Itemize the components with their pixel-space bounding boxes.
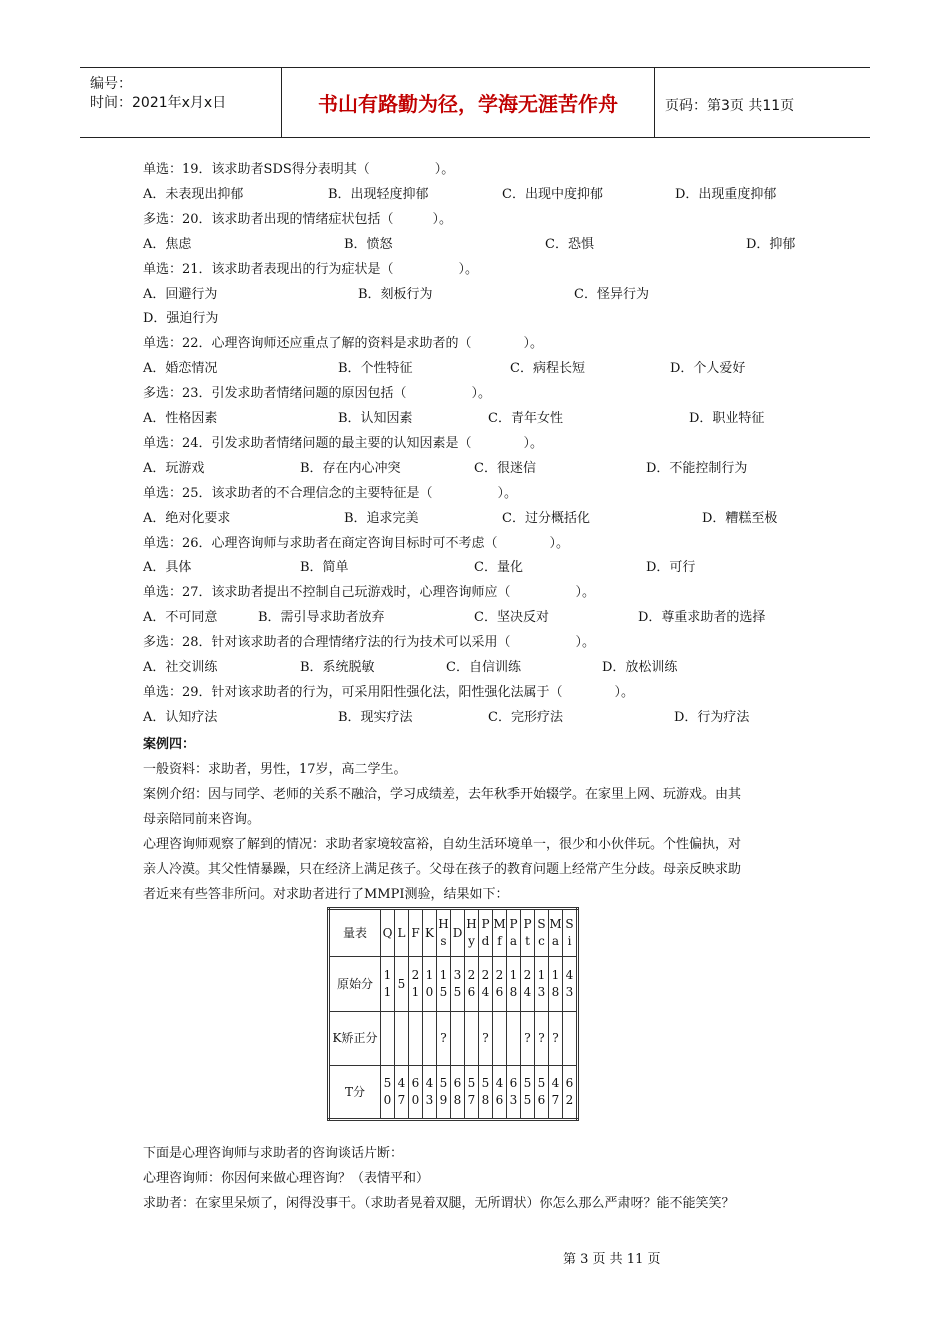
table-cell: 4 6 xyxy=(493,1066,507,1120)
table-cell: ? xyxy=(535,1012,549,1066)
dialogue-line: 求助者：在家里呆烦了，闲得没事干。（求助者晃着双腿，无所谓状）你怎么那么严肃呀？能不能笑笑？ xyxy=(143,1196,735,1211)
table-cell: 5 7 xyxy=(465,1066,479,1120)
table-cell xyxy=(451,1012,465,1066)
question-stem: 单选：22．心理咨询师还应重点了解的资料是求助者的（ ）。 xyxy=(143,336,544,352)
dialogue-intro: 下面是心理咨询师与求助者的咨询谈话片断： xyxy=(143,1146,404,1161)
option: B．认知因素 xyxy=(338,411,413,426)
table-cell: F xyxy=(409,909,423,957)
table-cell: 1 1 xyxy=(381,957,395,1012)
table-cell: H s xyxy=(437,909,451,957)
table-cell xyxy=(423,1012,437,1066)
mmpi-table xyxy=(327,907,579,1121)
table-cell: P d xyxy=(479,909,493,957)
question-stem: 单选：25．该求助者的不合理信念的主要特征是（ ）。 xyxy=(143,485,518,501)
table-cell: M a xyxy=(549,909,563,957)
table-cell: L xyxy=(395,909,409,957)
table-cell: 2 6 xyxy=(465,957,479,1012)
option: C．量化 xyxy=(474,560,523,576)
table-cell: 5 xyxy=(395,957,409,1012)
option: A．社交训练 xyxy=(143,660,218,675)
table-cell: P t xyxy=(521,909,535,957)
table-cell xyxy=(465,1012,479,1066)
table-cell xyxy=(563,1012,578,1066)
header-motto: 书山有路勤为径，学海无涯苦作舟 xyxy=(282,68,655,137)
case-observation-line: 亲人冷漠。其父性情暴躁，只在经济上满足孩子。父母在孩子的教育问题上经常产生分歧。母亲反映求助 xyxy=(143,862,742,877)
option: D．糟糕至极 xyxy=(702,510,778,526)
option: C．很迷信 xyxy=(474,460,536,476)
option: D．强迫行为 xyxy=(143,311,219,327)
option: A．性格因素 xyxy=(143,411,218,426)
option: D．抑郁 xyxy=(746,236,796,252)
option: A．回避行为 xyxy=(143,286,218,302)
table-cell: K xyxy=(423,909,437,957)
option: B．追求完美 xyxy=(344,510,419,526)
table-cell: 5 9 xyxy=(437,1066,451,1120)
table-cell xyxy=(507,1012,521,1066)
table-cell: 2 4 xyxy=(521,957,535,1012)
table-cell: M f xyxy=(493,909,507,957)
table-cell: H y xyxy=(465,909,479,957)
option: A．不可同意 xyxy=(143,610,218,626)
page-header xyxy=(80,67,870,138)
question-stem: 多选：28．针对该求助者的合理情绪疗法的行为技术可以采用（ ）。 xyxy=(143,635,596,651)
case-general: 一般资料：求助者，男性，17岁，高二学生。 xyxy=(143,762,407,777)
option: A．婚恋情况 xyxy=(143,361,218,377)
header-number: 编号： xyxy=(90,76,132,92)
option: D．可行 xyxy=(646,560,696,576)
table-cell xyxy=(381,1012,395,1066)
option: D．放松训练 xyxy=(602,660,678,675)
table-cell: 5 0 xyxy=(381,1066,395,1120)
table-row xyxy=(329,957,578,1012)
header-time: 时间：2021年x月x日 xyxy=(90,95,227,111)
table-cell: P a xyxy=(507,909,521,957)
table-cell: 1 8 xyxy=(549,957,563,1012)
option: D．行为疗法 xyxy=(674,709,750,725)
table-cell: 4 3 xyxy=(423,1066,437,1120)
case-title: 案例四： xyxy=(143,737,196,752)
table-cell xyxy=(409,1012,423,1066)
table-cell: 4 3 xyxy=(563,957,578,1012)
header-meta xyxy=(80,68,282,137)
table-cell: ? xyxy=(437,1012,451,1066)
table-cell: 6 0 xyxy=(409,1066,423,1120)
option: D．职业特征 xyxy=(689,411,765,426)
table-cell: ? xyxy=(479,1012,493,1066)
question-stem: 单选：27．该求助者提出不控制自己玩游戏时，心理咨询师应（ ）。 xyxy=(143,585,596,601)
option: B．现实疗法 xyxy=(338,709,413,725)
table-cell: 5 6 xyxy=(535,1066,549,1120)
question-stem: 多选：23．引发求助者情绪问题的原因包括（ ）。 xyxy=(143,386,492,402)
table-cell: ? xyxy=(549,1012,563,1066)
option: C．出现中度抑郁 xyxy=(502,186,603,202)
question-stem: 单选：24．引发求助者情绪问题的最主要的认知因素是（ ）。 xyxy=(143,435,544,451)
dialogue-line: 心理咨询师：你因何来做心理咨询？（表情平和） xyxy=(143,1171,430,1186)
option: A．未表现出抑郁 xyxy=(143,186,244,202)
table-cell: 5 8 xyxy=(479,1066,493,1120)
row-label: 量表 xyxy=(329,909,381,957)
table-cell: 3 5 xyxy=(451,957,465,1012)
option: B．愤怒 xyxy=(344,236,393,252)
table-cell: 4 7 xyxy=(395,1066,409,1120)
option: C．怪异行为 xyxy=(574,286,649,302)
option: B．简单 xyxy=(300,560,349,576)
table-cell: 2 6 xyxy=(493,957,507,1012)
option: B．存在内心冲突 xyxy=(300,460,401,476)
question-stem: 单选：19．该求助者SDS得分表明其（ ）。 xyxy=(143,162,455,177)
header-page: 页码：第3页 共11页 xyxy=(665,98,795,114)
question-stem: 多选：20．该求助者出现的情绪症状包括（ ）。 xyxy=(143,211,453,227)
table-cell: 1 0 xyxy=(423,957,437,1012)
option: C．恐惧 xyxy=(545,236,594,252)
table-cell xyxy=(493,1012,507,1066)
row-label: T分 xyxy=(329,1066,381,1120)
option: C．过分概括化 xyxy=(502,510,590,526)
case-observation-line: 心理咨询师观察了解到的情况：求助者家境较富裕，自幼生活环境单一，很少和小伙伴玩。个性偏执，对 xyxy=(143,837,742,852)
case-intro-line: 母亲陪同前来咨询。 xyxy=(143,812,261,827)
option: C．完形疗法 xyxy=(488,709,563,725)
option: C．青年女性 xyxy=(488,411,563,426)
table-cell: 1 5 xyxy=(437,957,451,1012)
table-cell: Q xyxy=(381,909,395,957)
option: A．绝对化要求 xyxy=(143,510,231,526)
table-row xyxy=(329,1066,578,1120)
table-cell xyxy=(395,1012,409,1066)
option: D．出现重度抑郁 xyxy=(675,186,777,202)
option: C．坚决反对 xyxy=(474,610,549,626)
option: B．出现轻度抑郁 xyxy=(328,186,429,202)
table-cell: 1 3 xyxy=(535,957,549,1012)
table-cell: D xyxy=(451,909,465,957)
table-cell: 1 8 xyxy=(507,957,521,1012)
option: B．个性特征 xyxy=(338,361,413,377)
table-cell: 6 8 xyxy=(451,1066,465,1120)
question-stem: 单选：29．针对该求助者的行为，可采用阳性强化法，阳性强化法属于（ ）。 xyxy=(143,684,635,700)
option: D．个人爱好 xyxy=(670,361,746,377)
table-cell: 2 1 xyxy=(409,957,423,1012)
option: C．病程长短 xyxy=(510,361,585,377)
row-label: 原始分 xyxy=(329,957,381,1012)
option: A．具体 xyxy=(143,560,192,576)
row-label: K矫正分 xyxy=(329,1012,381,1066)
option: D．不能控制行为 xyxy=(646,460,748,476)
option: B．需引导求助者放弃 xyxy=(258,610,385,626)
question-stem: 单选：26．心理咨询师与求助者在商定咨询目标时可不考虑（ ）。 xyxy=(143,535,570,551)
table-cell: 6 2 xyxy=(563,1066,578,1120)
table-cell: ? xyxy=(521,1012,535,1066)
table-cell: S i xyxy=(563,909,578,957)
table-row xyxy=(329,909,578,957)
table-row xyxy=(329,1012,578,1066)
table-cell: 4 7 xyxy=(549,1066,563,1120)
option: B．刻板行为 xyxy=(358,286,433,302)
page-footer: 第 3 页 共 11 页 xyxy=(563,1252,661,1267)
table-cell: S c xyxy=(535,909,549,957)
case-observation-line: 者近来有些答非所问。对求助者进行了MMPI测验，结果如下： xyxy=(143,887,509,902)
option: A．认知疗法 xyxy=(143,709,218,725)
option: A．焦虑 xyxy=(143,236,192,252)
case-intro-line: 案例介绍：因与同学、老师的关系不融洽，学习成绩差，去年秋季开始辍学。在家里上网、玩游戏。由其 xyxy=(143,787,742,802)
option: C．自信训练 xyxy=(446,660,521,675)
option: A．玩游戏 xyxy=(143,460,205,476)
option: D．尊重求助者的选择 xyxy=(638,610,766,626)
table-cell: 6 3 xyxy=(507,1066,521,1120)
option: B．系统脱敏 xyxy=(300,660,375,675)
table-cell: 2 4 xyxy=(479,957,493,1012)
table-cell: 5 5 xyxy=(521,1066,535,1120)
question-stem: 单选：21．该求助者表现出的行为症状是（ ）。 xyxy=(143,261,479,277)
